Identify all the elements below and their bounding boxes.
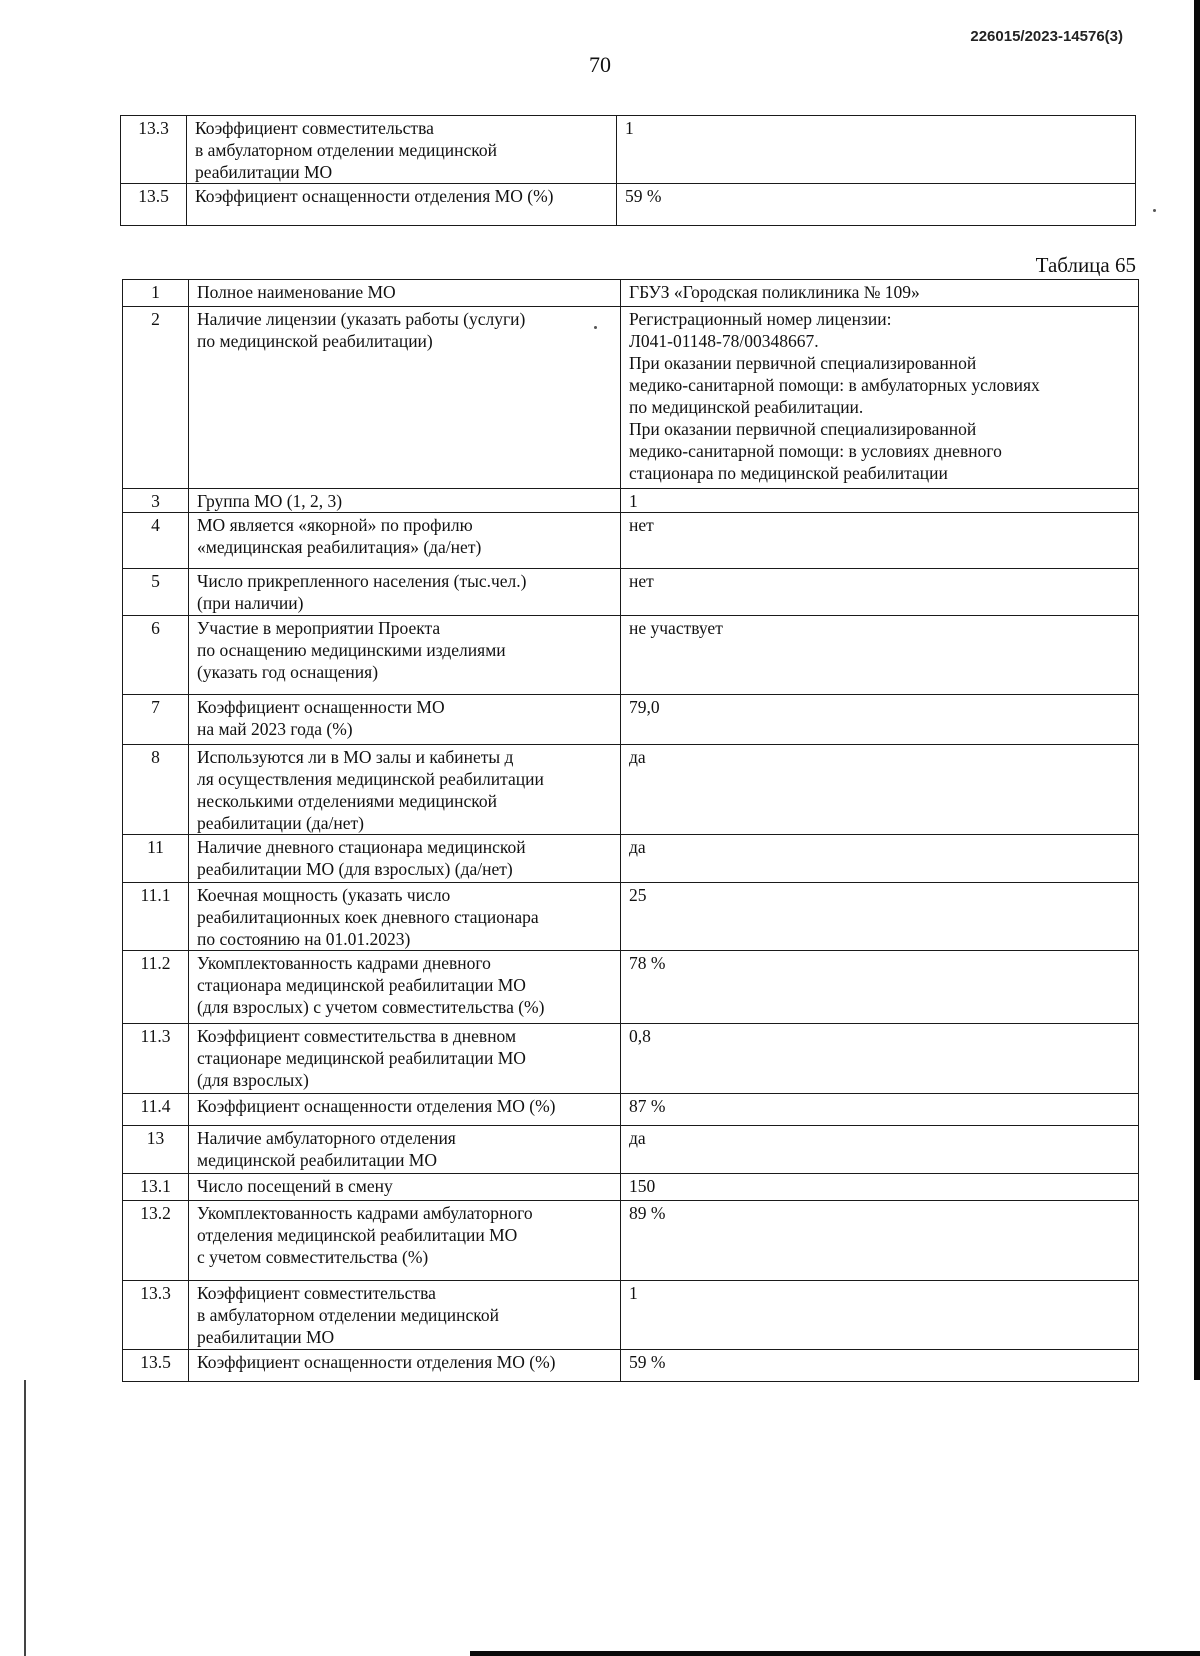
row-value: 78 % — [621, 951, 1139, 1024]
row-indicator: Коэффициент оснащенности отделения МО (%) — [189, 1094, 621, 1126]
scan-speck — [1153, 209, 1156, 212]
row-value: да — [621, 835, 1139, 883]
table-row — [123, 1350, 1139, 1382]
table-row — [123, 1281, 1139, 1350]
row-number: 7 — [123, 695, 189, 745]
row-value: 1 — [617, 116, 1136, 184]
row-number: 2 — [123, 307, 189, 489]
row-indicator: Коэффициент оснащенности отделения МО (%) — [189, 1350, 621, 1382]
page-number: 70 — [589, 52, 611, 77]
row-number: 13.3 — [123, 1281, 189, 1350]
table-row — [123, 1024, 1139, 1094]
row-indicator: Число посещений в смену — [189, 1174, 621, 1201]
row-indicator: Укомплектованность кадрами амбулаторного отделения медицинской реабилитации МО с учетом совместительства (%) — [189, 1201, 621, 1281]
table-row — [123, 307, 1139, 489]
scan-edge-bottom — [470, 1651, 1200, 1656]
row-indicator: Коэффициент совместительства в амбулаторном отделении медицинской реабилитации МО — [187, 116, 617, 184]
row-number: 1 — [123, 280, 189, 307]
row-indicator: Наличие лицензии (указать работы (услуги) по медицинской реабилитации) — [189, 307, 621, 489]
row-value: ГБУЗ «Городская поликлиника № 109» — [621, 280, 1139, 307]
row-number: 4 — [123, 513, 189, 569]
row-indicator: Полное наименование МО — [189, 280, 621, 307]
table-row — [121, 116, 1136, 184]
scan-edge-right — [1194, 0, 1200, 1380]
row-indicator: Коэффициент совместительства в амбулаторном отделении медицинской реабилитации МО — [189, 1281, 621, 1350]
row-indicator: Группа МО (1, 2, 3) — [189, 489, 621, 513]
table-row — [123, 569, 1139, 616]
table-row — [123, 1174, 1139, 1201]
row-indicator: Используются ли в МО залы и кабинеты д ля осуществления медицинской реабилитации несколькими отделениями медицинской реабилитации (да/нет) — [189, 745, 621, 835]
row-number: 8 — [123, 745, 189, 835]
row-indicator: Коечная мощность (указать число реабилитационных коек дневного стационара по состоянию на 01.01.2023) — [189, 883, 621, 951]
table-row — [123, 745, 1139, 835]
row-value: 87 % — [621, 1094, 1139, 1126]
table-row — [123, 513, 1139, 569]
row-number: 11.4 — [123, 1094, 189, 1126]
row-value: 25 — [621, 883, 1139, 951]
table-row — [123, 1201, 1139, 1281]
row-indicator: Коэффициент совместительства в дневном стационаре медицинской реабилитации МО (для взрослых) — [189, 1024, 621, 1094]
table-row — [123, 835, 1139, 883]
continued-table — [120, 115, 1136, 226]
row-indicator: Коэффициент оснащенности отделения МО (%) — [187, 184, 617, 226]
row-number: 6 — [123, 616, 189, 695]
scan-edge-left — [24, 1380, 26, 1656]
row-indicator: Участие в мероприятии Проекта по оснащению медицинскими изделиями (указать год оснащения) — [189, 616, 621, 695]
row-number: 13.2 — [123, 1201, 189, 1281]
row-value: нет — [621, 569, 1139, 616]
main-table — [122, 279, 1139, 1382]
row-number: 5 — [123, 569, 189, 616]
row-value: да — [621, 745, 1139, 835]
row-number: 11.3 — [123, 1024, 189, 1094]
row-value: 79,0 — [621, 695, 1139, 745]
table-row — [123, 1094, 1139, 1126]
row-value: нет — [621, 513, 1139, 569]
row-value: 89 % — [621, 1201, 1139, 1281]
row-number: 11.2 — [123, 951, 189, 1024]
row-indicator: Наличие амбулаторного отделения медицинской реабилитации МО — [189, 1126, 621, 1174]
table-row — [123, 616, 1139, 695]
row-value: 59 % — [617, 184, 1136, 226]
row-indicator: Укомплектованность кадрами дневного стационара медицинской реабилитации МО (для взрослых) с учетом совместительства (%) — [189, 951, 621, 1024]
scan-speck — [594, 326, 597, 329]
row-value: Регистрационный номер лицензии: Л041-01148-78/00348667. При оказании первичной специализированной медико-санитарной помощи: в амбулаторных условиях по медицинской реабилитации. При оказании первичной специализированной медико-санитарной помощи: в условиях дневного стационара по медицинской реабилитации — [621, 307, 1139, 489]
row-number: 13.5 — [123, 1350, 189, 1382]
row-value: 59 % — [621, 1350, 1139, 1382]
row-value: не участвует — [621, 616, 1139, 695]
table-row — [123, 1126, 1139, 1174]
row-value: да — [621, 1126, 1139, 1174]
row-value: 1 — [621, 1281, 1139, 1350]
row-value: 0,8 — [621, 1024, 1139, 1094]
table-row — [121, 184, 1136, 226]
row-number: 11 — [123, 835, 189, 883]
row-indicator: Число прикрепленного населения (тыс.чел.) (при наличии) — [189, 569, 621, 616]
row-indicator: Коэффициент оснащенности МО на май 2023 года (%) — [189, 695, 621, 745]
document-registration-number: 226015/2023-14576(3) — [970, 28, 1123, 45]
row-number: 11.1 — [123, 883, 189, 951]
row-value: 1 — [621, 489, 1139, 513]
table-row — [123, 695, 1139, 745]
row-number: 13.5 — [121, 184, 187, 226]
row-indicator: Наличие дневного стационара медицинской реабилитации МО (для взрослых) (да/нет) — [189, 835, 621, 883]
row-number: 13.3 — [121, 116, 187, 184]
table-caption: Таблица 65 — [1035, 253, 1136, 277]
row-number: 3 — [123, 489, 189, 513]
table-row — [123, 883, 1139, 951]
table-row — [123, 951, 1139, 1024]
row-value: 150 — [621, 1174, 1139, 1201]
table-row — [123, 489, 1139, 513]
row-indicator: МО является «якорной» по профилю «медицинская реабилитация» (да/нет) — [189, 513, 621, 569]
row-number: 13 — [123, 1126, 189, 1174]
table-row — [123, 280, 1139, 307]
row-number: 13.1 — [123, 1174, 189, 1201]
